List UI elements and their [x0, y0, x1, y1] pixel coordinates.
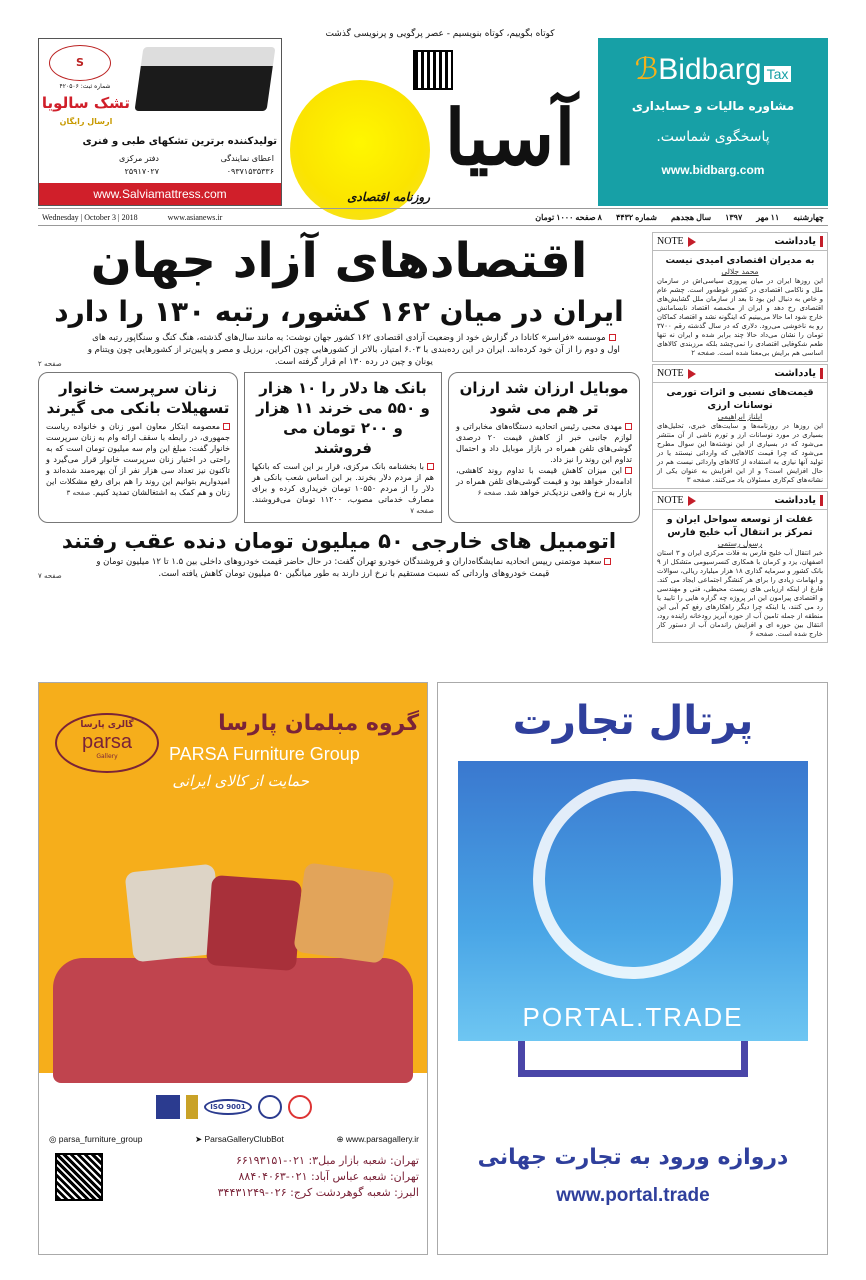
story-row	[38, 372, 640, 523]
story-mobile[interactable]	[448, 372, 640, 523]
parsa-title-fa: گروه مبلمان پارسا	[218, 711, 419, 736]
website[interactable]: www.asianews.ir	[167, 212, 223, 222]
bidbarg-ad[interactable]	[598, 38, 828, 206]
free-shipping-badge: ارسال رایگان	[59, 117, 113, 126]
portal-url[interactable]: www.portal.trade	[556, 1185, 710, 1206]
masthead-subtitle: روزنامه اقتصادی	[347, 190, 430, 204]
weekday: چهارشنبه	[793, 212, 824, 222]
instagram-link[interactable]: ◎ parsa_furniture_group	[49, 1134, 143, 1144]
portal-tagline: دروازه ورود به تجارت جهانی	[477, 1145, 789, 1170]
qr-code-icon[interactable]	[57, 1155, 101, 1199]
main-headline[interactable]: اقتصادهای آزاد جهان	[90, 233, 588, 289]
bidbarg-logo: ℬBidbarg Tax	[598, 52, 828, 92]
main-subheadline[interactable]: ایران در میان ۱۶۲ کشور، رتبه ۱۳۰ را دارد	[54, 295, 624, 328]
day-month: ۱۱ مهر	[756, 212, 780, 222]
main-column	[38, 230, 640, 584]
note-2[interactable]: یادداشت NOTE قیمت‌های نسبی و اثرات تورمی نوسانات ارزی ایلناز ابراهیمی این روزها در روزنامه‌ها و سایت‌های خبری، تحلیل‌های بسیاری در مورد نوسانات ارز و تورم ناشی از آن منتشر می‌شود که در بسیاری از این نوشته‌ها این سوال مطرح می‌شود که چرا قیمت کالاهایی که وارداتی نیستند یا در تولید آنها نیازی به استفاده از کالاهای وارداتی نیست هم در حال افزایش است؟ و از این افزایش به عنوان یکی از نشانه‌های کم‌کاری مسئولان یاد می‌کنند. صفحه ۳	[652, 364, 828, 489]
note-title: قیمت‌های نسبی و اثرات تورمی نوسانات ارزی	[666, 387, 814, 411]
story-women-loans[interactable]	[38, 372, 238, 523]
branch-list	[111, 1153, 419, 1201]
logo: آسیا	[444, 93, 576, 182]
year: ۱۳۹۷	[725, 212, 743, 222]
arrow-icon	[688, 496, 696, 506]
salvia-brand: تشک سالویا	[41, 94, 131, 112]
cars-headline[interactable]: اتومبیل های خارجی ۵۰ میلیون تومان دنده عقب رفتند	[61, 529, 617, 553]
note-author: محمد جلالی	[721, 267, 759, 276]
salvia-reg: شماره ثبت: ۴۲۰۵۰۶	[59, 83, 111, 90]
note-body: این روزها ایران در میان پیروزی سیاسی‌اش در سازمان ملل و ناکامی اقتصادی در کشور غوطه‌ور است. چشم عام و خاص به دنبال این بود تا بعد از سازمان ملل گشایش‌های اقتصادی رخ دهد و ایران از مخمصه اقتصاد نابسامانش خارج شود اما حالا می‌بینیم که اینگونه نشد و اقتصاد کماکان رو به ناخوشی می‌رود. دلاری که در سال گذشته رقم ۳۷۰۰ تومان را نشان می‌داد حالا چند برابر شده و ایران نه تنها طعم شکوفایی اقتصادی را نمی‌چشد بلکه مرزبندی کالاهای اساسی هم برایش بی‌معنا شده است. صفحه ۲	[657, 277, 823, 357]
salvia-url[interactable]: www.Salviamattress.com	[39, 183, 281, 205]
story-title: موبایل ارزان شد ارزان تر هم می شود	[459, 379, 629, 417]
branch: تهران: شعبه بازار مبل۳: ۰۲۱-۶۶۱۹۳۱۵۱	[235, 1154, 419, 1167]
main-page-ref[interactable]: صفحه ۲	[38, 360, 62, 368]
branch: البرز: شعبه گوهردشت کرج: ۰۲۶-۳۴۴۳۱۲۴۹	[217, 1186, 419, 1199]
story-body: مهدی محبی رئیس اتحادیه دستگاه‌های مخابراتی و لوازم جانبی خبر از کاهش قیمت ۲۰ درصدی گوشی‌های تلفن همراه در بازار موبایل داد و احتمال تداوم این روند را نیز داد. این میزان کاهش قیمت با تداوم روند کاهشی، ادامه‌دار خواهد بود و قیمت گوشی‌های تلفن همراه در بازار به نرخ واقعی نزدیک‌تر خواهد شد. صفحه ۶	[456, 422, 632, 497]
salvia-mattress-ad[interactable]	[38, 38, 282, 206]
cars-lead: سعید موتمنی رییس اتحادیه نمایشگاه‌داران و فروشندگان خودرو تهران گفت: در حال حاضر قیمت خودروهای داخلی بین ۱.۵ تا ۱۲ میلیون تومان و قیمت خودروهای وارداتی که نسبت مستقیم با نرخ ارز دارند به طور میانگین ۵۰ میلیون تومان کاهش یافته است.	[68, 556, 640, 580]
cushion-image	[206, 875, 302, 971]
parsa-logo: گالری پارسا parsa Gallery	[55, 713, 159, 773]
salvia-logo: S	[49, 45, 111, 81]
masthead-tagline: کوتاه بگوییم، کوتاه بنویسیم - عصر پرگویی و پرنویسی گذشت	[325, 29, 555, 39]
agency-label: اعطای نمایندگی	[220, 154, 274, 163]
bidbarg-line1: مشاوره مالیات و حسابداری	[631, 99, 795, 113]
agency-phone: ۰۹۳۷۱۵۳۵۳۳۶	[226, 167, 274, 176]
qr-code-icon[interactable]	[415, 52, 451, 88]
note-1[interactable]: یادداشت NOTE به مدیران اقتصادی امیدی نیست محمد جلالی این روزها ایران در میان پیروزی سیاسی‌اش در سازمان ملل و ناکامی اقتصادی در کشور غوطه‌ور است. چشم عام و خاص به دنبال این بود تا بعد از سازمان ملل گشایش‌های اقتصادی رخ دهد و ایران از مخمصه اقتصاد نابسامانش خارج شود اما حالا می‌بینیم که اینگونه نشد و اقتصاد کماکان رو به ناخوشی می‌رود. دلاری که در سال گذشته رقم ۳۷۰۰ تومان را نشان می‌داد حالا چند برابر شده و ایران نه تنها طعم شکوفایی اقتصادی را نمی‌چشد بلکه مرزبندی کالاهای اساسی هم برایش بی‌معنا شده است. صفحه ۲	[652, 232, 828, 362]
note-body: این روزها در روزنامه‌ها و سایت‌های خبری، تحلیل‌های بسیاری در مورد نوسانات ارز و تورم ناشی از آن منتشر می‌شود که در بسیاری از این نوشته‌ها این سوال مطرح می‌شود که چرا قیمت کالاهایی که وارداتی نیستند یا در تولید آنها نیازی به استفاده از کالاهای وارداتی نیست هم در حال افزایش است؟ و از این افزایش به عنوان یکی از نشانه‌های کم‌کاری مسئولان یاد می‌کنند. صفحه ۳	[657, 422, 823, 484]
note-label: یادداشت	[774, 236, 823, 247]
bidbarg-line2: پاسخگوی شماست.	[656, 129, 770, 145]
office-label: دفتر مرکزی	[119, 154, 159, 163]
main-lead: موسسه «فراسر» کانادا در گزارش خود از وضعیت آزادی اقتصادی ۱۶۲ کشور جهان نوشت: به مانند سال‌های گذشته، هنگ کنگ و سنگاپور رتبه های اول و دوم را از آن خود کرده‌اند. ایران در این رده‌بندی با ۶.۰۳ امتیاز، بالاتر از کشورهایی چون اکراین، برزیل و مصر و پایین‌تر از کشورهایی چون ویتنام و یونان و چین در رده ۱۳۰ ام قرار گرفته است.	[87, 333, 620, 367]
issue-number: شماره ۴۴۳۲	[615, 212, 657, 222]
salvia-slogan: تولیدکننده برترین تشکهای طبی و فنری	[82, 136, 277, 147]
note-label: یادداشت	[774, 368, 823, 379]
story-body: با بخشنامه بانک مرکزی، قرار بر این است که بانکها هم از مردم دلار بخرند. بر این اساس شعب بانکی هر دلار را از مردم ۱۰۵۵۰ تومان خریداری کرده و برای مصارف خدماتی مصوب، ۱۱۲۰۰ تومان می‌فروشند. صفحه ۷	[252, 462, 434, 515]
office-phone: ۲۵۹۱۷۰۲۷	[124, 167, 159, 176]
parsa-furniture-ad[interactable]	[38, 682, 428, 1255]
note-author: ایلناز ابراهیمی	[717, 412, 763, 421]
cushion-image	[293, 862, 395, 964]
note-3[interactable]: یادداشت NOTE غفلت از توسعه سواحل ایران و تمرکز بر انتقال آب خلیج فارس رسول رستمی خبر انتقال آب خلیج فارس به فلات مرکزی ایران و ۳ استان اصفهان، یزد و کرمان با همکاری کنسرسیومی متشکل از ۹ بانک کشور و سرمایه گذاری ۱۸ هزار میلیارد ریالی، سوالات و ابهامات زیادی را برای هر کنشگر اجتماعی ایجاد می کند. فارغ از اینکه ارزیابی های زیست محیطی، فنی و مهندسی و اقتصادی پیرامون این ابر پروژه چه گزاره هایی را تایید یا رد می کنند، یا اینکه چرا دیگر راهکارهای رفع کم آبی این منطقه از جمله تامین آب از حوزه آبریز رودخانه زاینده رود، انتقال بین حوزه ای و افزایش راندمان آب از دستور کار خارج شده است. صفحه ۶	[652, 491, 828, 643]
mattress-image	[135, 47, 276, 111]
parsa-slogan: حمایت از کالای ایرانی	[172, 772, 309, 790]
telegram-link[interactable]: ➤ ParsaGalleryClubBot	[195, 1134, 284, 1144]
note-author: رسول رستمی	[717, 539, 763, 548]
info-bar	[38, 208, 828, 226]
branch: تهران: شعبه عباس آباد: ۰۲۱-۸۸۴۰۴۰۶۳	[238, 1170, 419, 1183]
note-title: به مدیران اقتصادی امیدی نیست	[665, 255, 815, 266]
story-title: زنان سرپرست خانوار تسهیلات بانکی می گیرند	[46, 379, 230, 417]
story-body: معصومه ابتکار معاون امور زنان و خانواده ریاست جمهوری، در رابطه با سقف ارائه وام به زنان سرپرست خانوار گفت: مبلغ این وام سه میلیون تومان است که به راحتی در اختیار زنان سرپرست خانوار قرار می‌گیرد و تاکنون نیز تعداد سی هزار نفر از آن بهره‌مند شده‌اند و امیدواریم بتوانیم این روند را هم برای رفع مشکلات این زنان و هم کمک به اشتغالشان تمدید کنیم. صفحه ۳	[46, 422, 230, 497]
notes-column	[652, 232, 828, 643]
masthead	[285, 22, 595, 208]
story-banks-dollar[interactable]	[244, 372, 442, 523]
note-title: غفلت از توسعه سواحل ایران و تمرکز بر انتقال آب خلیج فارس	[666, 514, 814, 538]
portal-title: پرتال تجارت	[512, 698, 754, 744]
portal-banner: PORTAL.TRADE	[522, 1002, 744, 1032]
portal-trade-ad[interactable]	[437, 682, 828, 1255]
portal-illustration	[458, 761, 808, 1041]
arrow-icon	[688, 369, 696, 379]
parsa-website[interactable]: ⊕ www.parsagallery.ir	[336, 1134, 419, 1144]
story-title: بانک ها دلار را ۱۰ هزار و ۵۵۰ می خرند ۱۱ هزار و ۲۰۰ تومان می فروشند	[256, 379, 430, 457]
sofa-image	[53, 958, 413, 1083]
parsa-title-en: PARSA Furniture Group	[169, 744, 360, 764]
bidbarg-url[interactable]: www.bidbarg.com	[661, 163, 765, 177]
date-en: Wednesday | October 3 | 2018	[42, 212, 138, 222]
arrow-icon	[688, 237, 696, 247]
pages-price: ۸ صفحه ۱۰۰۰ تومان	[535, 212, 602, 222]
note-label: یادداشت	[774, 495, 823, 506]
certification-logos: ISO 9001	[129, 1093, 339, 1121]
cars-page-ref[interactable]: صفحه ۷	[38, 572, 62, 580]
speech-bracket	[518, 1041, 748, 1077]
volume: سال هجدهم	[670, 212, 712, 222]
note-body: خبر انتقال آب خلیج فارس به فلات مرکزی ایران و ۳ استان اصفهان، یزد و کرمان با همکاری کنسرسیومی متشکل از ۹ بانک کشور و سرمایه گذاری ۱۸ هزار میلیارد ریالی، سوالات و ابهامات زیادی را برای هر کنشگر اجتماعی ایجاد می کند. فارغ از اینکه ارزیابی های زیست محیطی، فنی و مهندسی و اقتصادی پیرامون این ابر پروژه چه گزاره هایی را تایید یا رد می کنند، یا اینکه چرا دیگر راهکارهای رفع کم آبی این منطقه از جمله تامین آب از حوزه آبریز رودخانه زاینده رود، انتقال بین حوزه ای و افزایش راندمان آب از دستور کار خارج شده است. صفحه ۶	[657, 549, 824, 638]
